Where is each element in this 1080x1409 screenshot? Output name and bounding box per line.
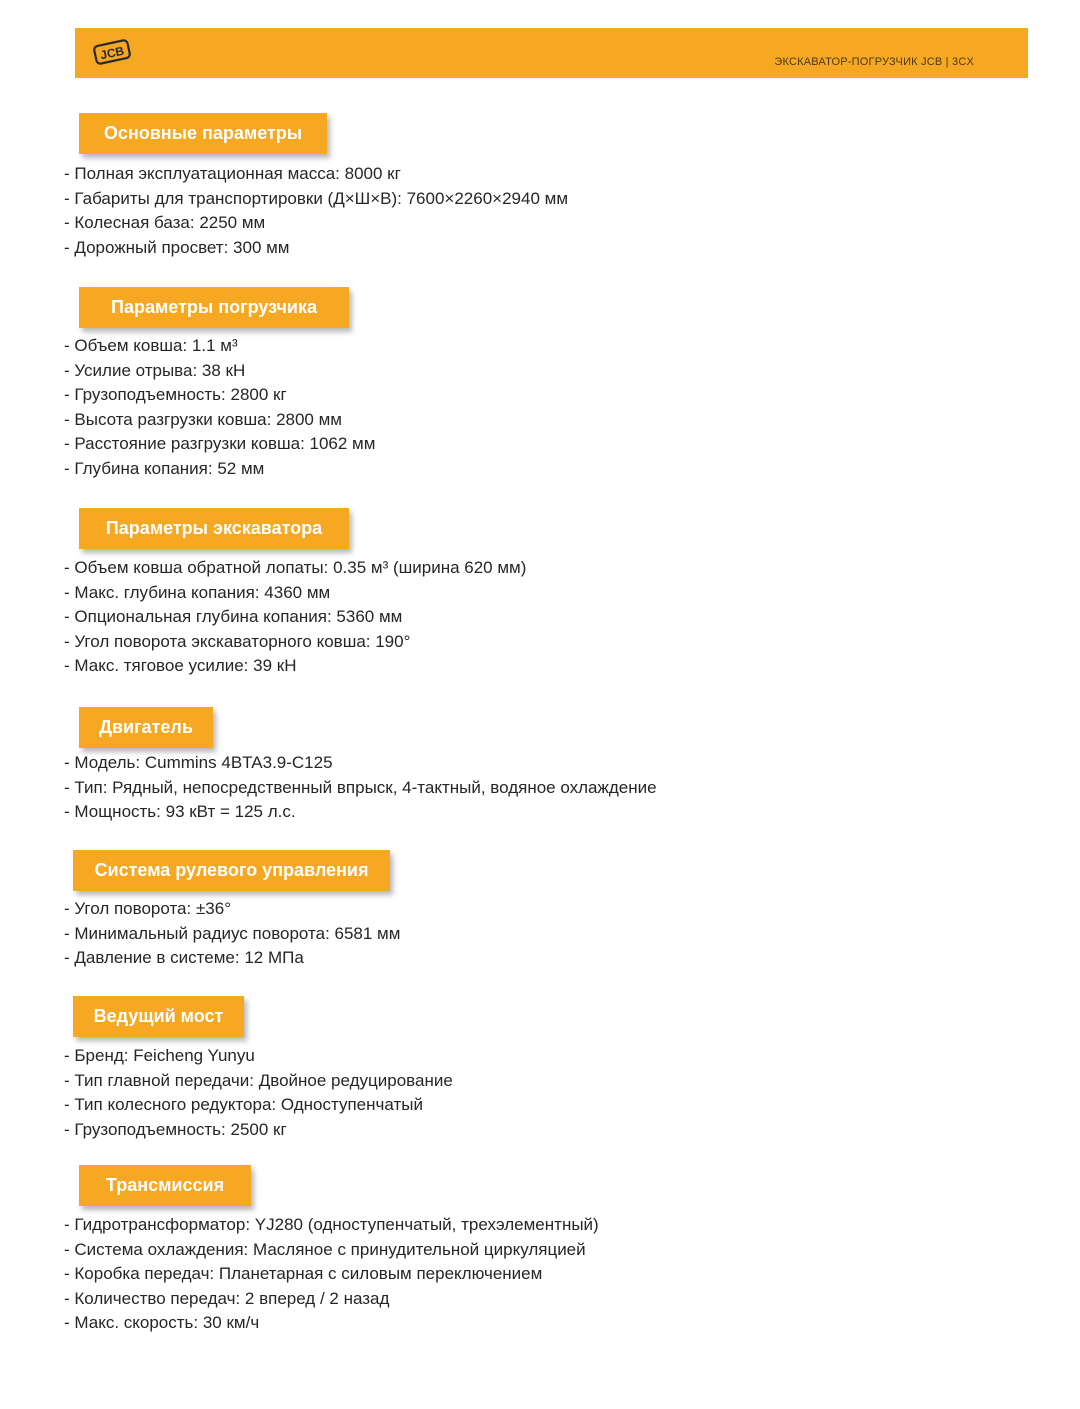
header-bar (75, 28, 1028, 78)
document-title: ЭКСКАВАТОР-ПОГРУЗЧИК JCB | 3CX (774, 56, 974, 68)
list-item: - Габариты для транспортировки (Д×Ш×В): 7600×2260×2940 мм (64, 188, 569, 208)
spec-list (64, 897, 400, 971)
spec-list (64, 162, 568, 260)
list-item: - Глубина копания: 52 мм (64, 458, 265, 478)
list-item: - Система охлаждения: Масляное с принудительной циркуляцией (64, 1239, 586, 1259)
list-item: - Расстояние разгрузки ковша: 1062 мм (64, 434, 376, 453)
spec-list (64, 1213, 599, 1336)
list-item: - Давление в системе: 12 МПа (64, 948, 304, 967)
section-heading: Ведущий мост (73, 996, 244, 1037)
list-item: - Минимальный радиус поворота: 6581 мм (64, 923, 401, 943)
list-item: - Высота разгрузки ковша: 2800 мм (64, 409, 342, 429)
list-item: - Угол поворота: ±36° (64, 899, 231, 918)
list-item: - Тип главной передачи: Двойное редуцирование (64, 1070, 453, 1090)
list-item: - Гидротрансформатор: YJ280 (одноступенчатый, трехэлементный) (64, 1215, 599, 1234)
spec-list (64, 556, 526, 679)
section-heading: Параметры погрузчика (79, 287, 349, 328)
list-item: - Полная эксплуатационная масса: 8000 кг (64, 164, 401, 183)
list-item: - Макс. тяговое усилие: 39 кН (64, 656, 297, 675)
list-item: - Усилие отрыва: 38 кН (64, 360, 246, 380)
list-item: - Колесная база: 2250 мм (64, 213, 266, 232)
spec-list (64, 751, 657, 825)
list-item: - Модель: Cummins 4BTA3.9-C125 (64, 753, 333, 772)
section-heading: Двигатель (79, 707, 213, 748)
list-item: - Мощность: 93 кВт = 125 л.с. (64, 802, 296, 821)
list-item: - Бренд: Feicheng Yunyu (64, 1046, 255, 1065)
list-item: - Тип колесного редуктора: Одноступенчатый (64, 1095, 423, 1114)
jcb-logo-text: JCB (99, 43, 126, 63)
list-item: - Макс. глубина копания: 4360 мм (64, 582, 331, 602)
spec-list (64, 334, 375, 481)
list-item: - Количество передач: 2 вперед / 2 назад (64, 1288, 390, 1308)
list-item: - Грузоподъемность: 2500 кг (64, 1119, 287, 1139)
list-item: - Объем ковша обратной лопаты: 0.35 м³ (ширина 620 мм) (64, 558, 527, 577)
list-item: - Дорожный просвет: 300 мм (64, 237, 290, 257)
list-item: - Опциональная глубина копания: 5360 мм (64, 607, 403, 626)
section-heading: Основные параметры (79, 113, 327, 154)
list-item: - Грузоподъемность: 2800 кг (64, 385, 287, 404)
section-heading: Система рулевого управления (73, 850, 390, 891)
section-heading: Параметры экскаватора (79, 508, 349, 549)
list-item: - Объем ковша: 1.1 м³ (64, 336, 238, 355)
list-item: - Макс. скорость: 30 км/ч (64, 1313, 260, 1332)
spec-list (64, 1044, 453, 1142)
list-item: - Тип: Рядный, непосредственный впрыск, 4-тактный, водяное охлаждение (64, 777, 657, 797)
jcb-logo (91, 37, 133, 67)
list-item: - Угол поворота экскаваторного ковша: 190° (64, 631, 411, 651)
list-item: - Коробка передач: Планетарная с силовым переключением (64, 1264, 543, 1283)
section-heading: Трансмиссия (79, 1165, 251, 1206)
